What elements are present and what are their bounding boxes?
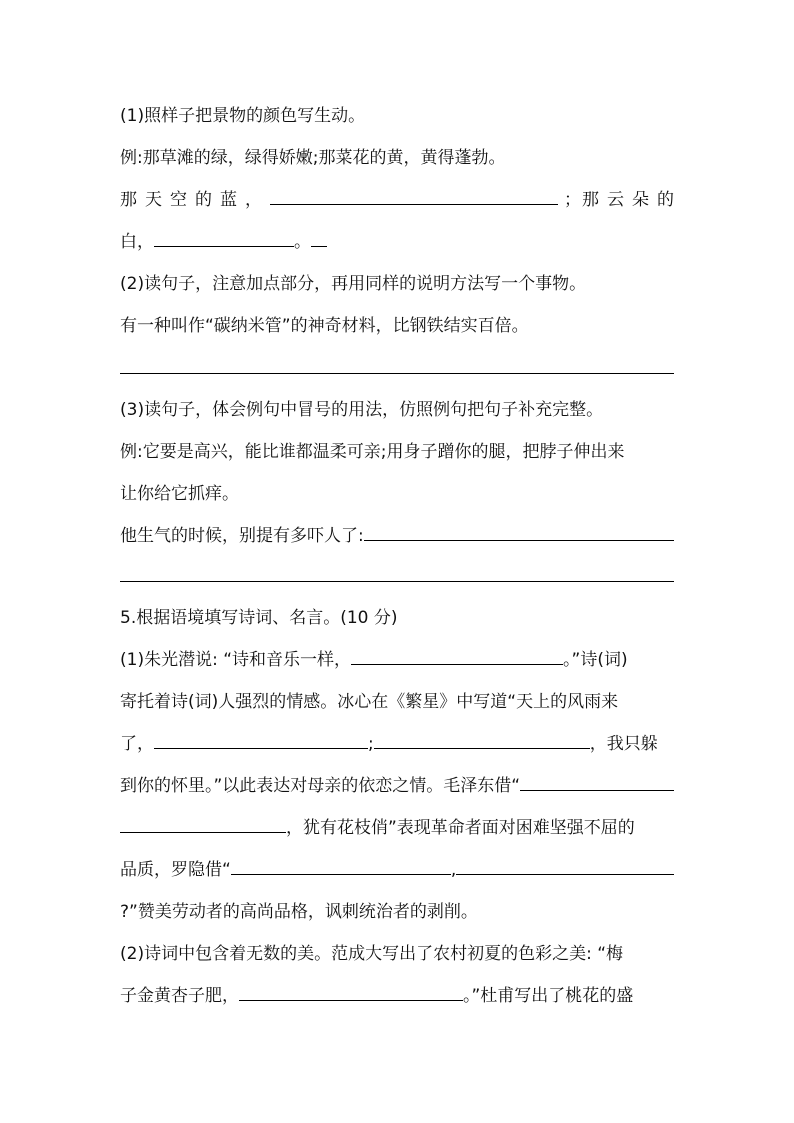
- blank-zhu[interactable]: [351, 646, 563, 665]
- answer-blank-cloud[interactable]: [154, 228, 294, 247]
- blank-mao-1[interactable]: [520, 772, 674, 791]
- q1-fill-line: [120, 186, 674, 214]
- blank-luoyin-1[interactable]: [231, 856, 451, 875]
- q1-prompt-white: 白，: [120, 232, 154, 252]
- s5-q1-line3: [120, 730, 674, 758]
- text: 到你的怀里。”以此表达对母亲的依恋之情。毛泽东借“: [120, 776, 521, 796]
- s5-q1-line5: [120, 814, 674, 842]
- q2-sentence: 有一种叫作“碳纳米管”的神奇材料，比钢铁结实百倍。: [120, 316, 529, 336]
- text: (1)朱光潜说: “诗和音乐一样，: [120, 650, 352, 670]
- s5-q1-line6: [120, 856, 674, 884]
- q3-example-2: 让你给它抓痒。: [120, 484, 239, 504]
- s5-q1-line2: 寄托着诗(词)人强烈的情感。冰心在《繁星》中写道“天上的风雨来: [120, 692, 619, 712]
- text: 。”诗(词): [563, 650, 628, 670]
- char: ，: [245, 190, 262, 210]
- char: 那: [582, 190, 599, 210]
- trailing-rule: [311, 228, 327, 247]
- q2-answer-line[interactable]: [120, 373, 674, 374]
- char: 蓝: [220, 190, 237, 210]
- s5-q1-line7: ?”赞美劳动者的高尚品格，讽刺统治者的剥削。: [120, 902, 478, 922]
- char: 那: [120, 190, 137, 210]
- answer-blank-sky[interactable]: [270, 186, 558, 205]
- q2-heading: (2)读句子，注意加点部分，再用同样的说明方法写一个事物。: [120, 274, 587, 294]
- text: ，犹有花枝俏”表现革命者面对困难坚强不屈的: [286, 818, 635, 838]
- text: 了，: [120, 734, 154, 754]
- q1-prompt-sky: [120, 186, 262, 214]
- s5-q2-line2: [120, 982, 674, 1010]
- char: 朵: [632, 190, 649, 210]
- q1-heading: (1)照样子把景物的颜色写生动。: [120, 106, 366, 126]
- q1-example: 例:那草滩的绿，绿得娇嫩;那菜花的黄，黄得蓬勃。: [120, 148, 506, 168]
- separator: ,: [450, 860, 457, 880]
- q3-prompt: 他生气的时候，别提有多吓人了:: [120, 526, 364, 546]
- blank-luoyin-2[interactable]: [456, 856, 674, 875]
- q3-fill-line: [120, 522, 674, 550]
- separator: ;: [368, 734, 374, 754]
- text: 子金黄杏子肥，: [120, 986, 239, 1006]
- char: 的: [657, 190, 674, 210]
- q3-heading: (3)读句子，体会例句中冒号的用法，仿照例句把句子补充完整。: [120, 400, 604, 420]
- blank-mao-2[interactable]: [120, 814, 286, 833]
- s5-q1-line4: [120, 772, 674, 800]
- period: 。: [294, 232, 311, 252]
- q3-answer-line-2[interactable]: [120, 581, 674, 582]
- q3-example-1: 例:它要是高兴，能比谁都温柔可亲;用身子蹭你的腿，把脖子伸出来: [120, 442, 625, 462]
- char: 的: [195, 190, 212, 210]
- text: 。”杜甫写出了桃花的盛: [463, 986, 634, 1006]
- text: 品质，罗隐借“: [120, 860, 231, 880]
- s5-q1-line1: [120, 646, 674, 674]
- text: ，我只躲: [589, 734, 658, 754]
- blank-fanchengda[interactable]: [239, 982, 463, 1001]
- char: 天: [145, 190, 162, 210]
- separator: ；: [564, 190, 581, 210]
- q1-fill-line-2: [120, 228, 674, 256]
- section5-heading: 5.根据语境填写诗词、名言。(10 分): [120, 608, 398, 628]
- char: 云: [607, 190, 624, 210]
- blank-fanxing-2[interactable]: [374, 730, 590, 749]
- q3-answer-blank[interactable]: [364, 522, 674, 541]
- blank-fanxing-1[interactable]: [154, 730, 368, 749]
- char: 空: [170, 190, 187, 210]
- q1-prompt-cloud: [582, 186, 674, 214]
- s5-q2-line1: (2)诗词中包含着无数的美。范成大写出了农村初夏的色彩之美: “梅: [120, 944, 624, 964]
